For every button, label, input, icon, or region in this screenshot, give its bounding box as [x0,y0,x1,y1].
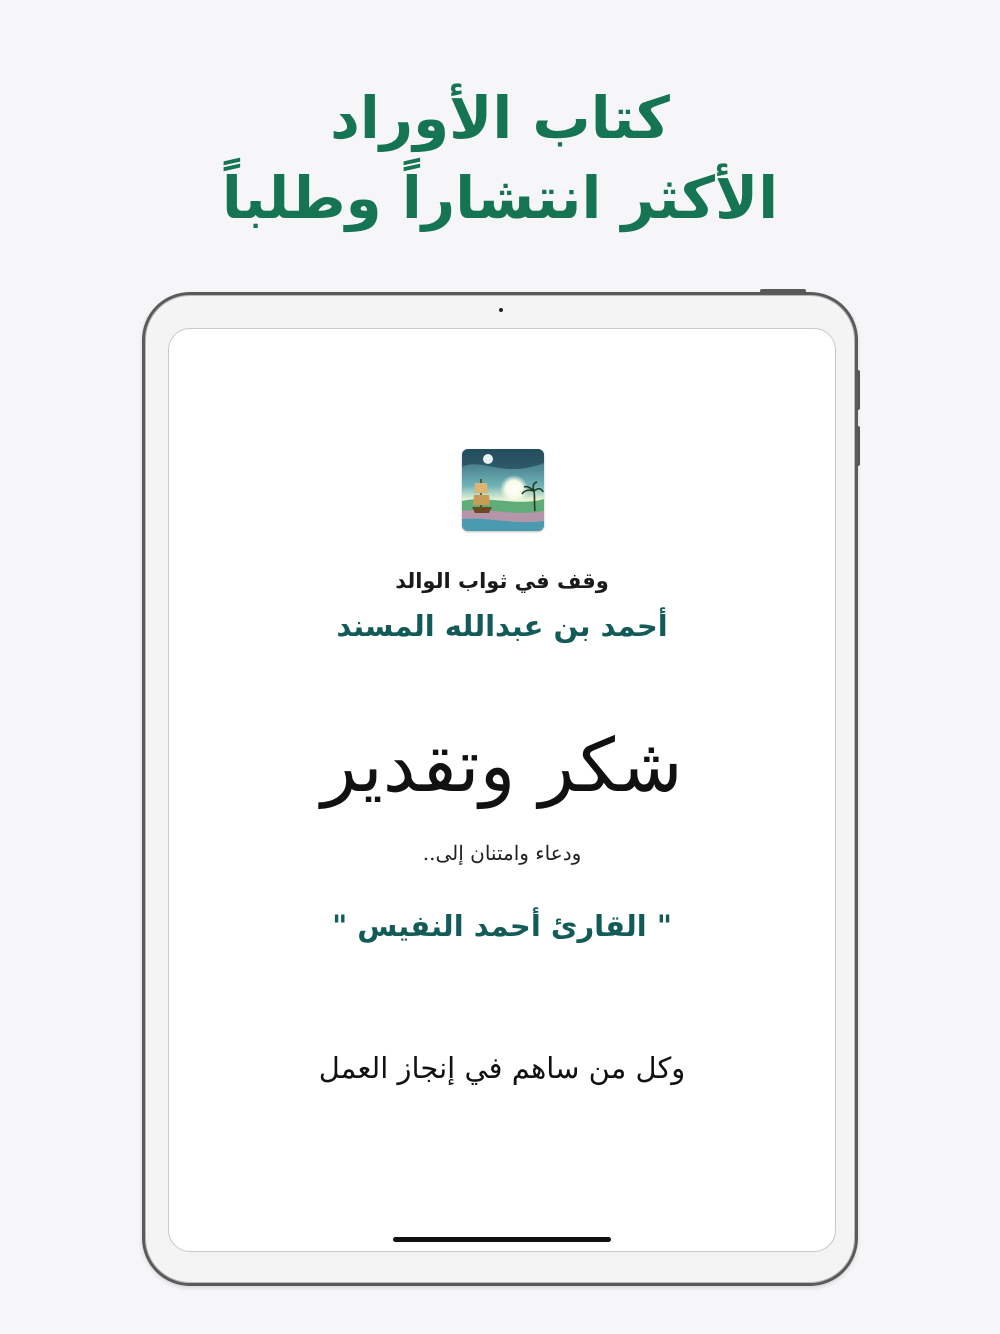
donor-name: أحمد بن عبدالله المسند [336,609,668,643]
headline-line-2: الأكثر انتشاراً وطلباً [221,164,779,232]
front-camera [499,308,503,312]
contributors-text: وكل من ساهم في إنجاز العمل [318,1051,686,1085]
headline-line-1: كتاب الأوراد [330,84,670,152]
waqf-dedication-text: وقف في ثواب الوالد [395,569,609,593]
app-icon-artwork [462,449,544,531]
app-icon [462,449,544,531]
dua-text: ودعاء وامتنان إلى.. [422,841,582,865]
thanks-calligraphy-title: شكر وتقدير [321,723,683,809]
app-screen [168,328,836,1252]
home-indicator[interactable] [393,1237,611,1242]
tablet-frame [142,292,858,1286]
store-headline [0,78,1000,238]
qari-name: " القارئ أحمد النفيس " [332,909,672,943]
